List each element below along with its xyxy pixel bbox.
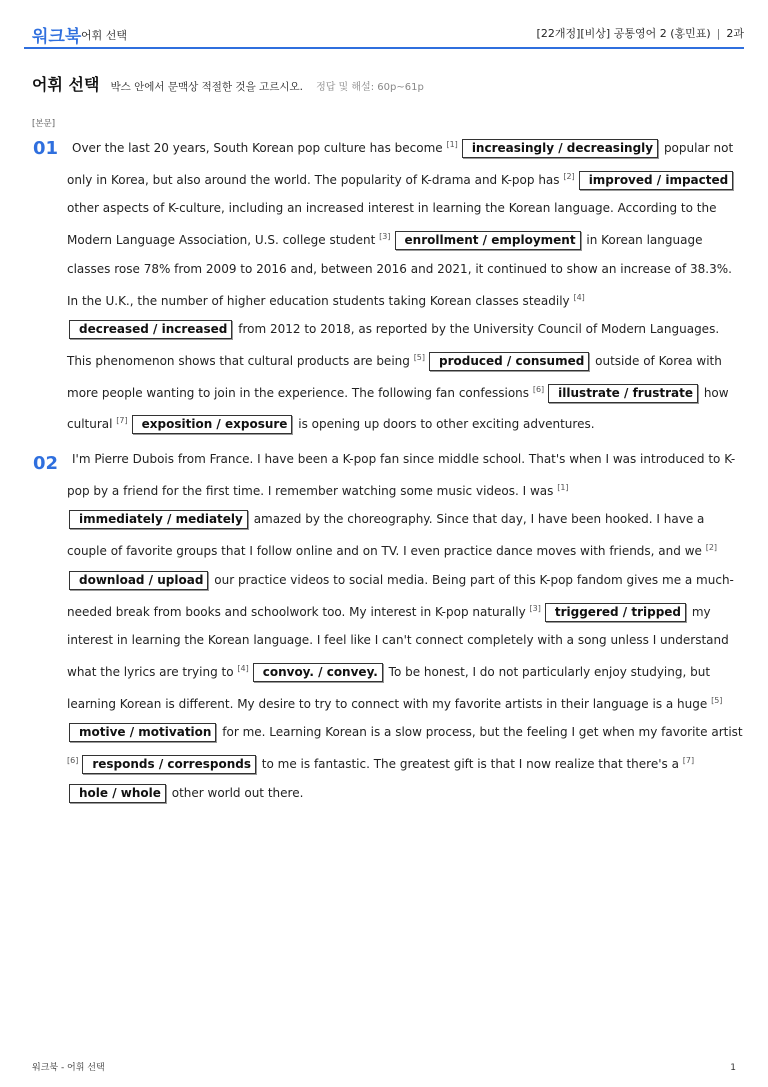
blank-number: [2] — [563, 171, 575, 181]
passage-text: To be honest, I do not particularly enjoy studying, but learning Korean is different. My desire to try to connect with my favorite artists in their language is a huge — [67, 664, 712, 711]
choice-box-1[interactable]: immediately / mediately — [69, 510, 248, 529]
choice-box-4[interactable]: decreased / increased — [69, 320, 232, 339]
choice-box-7[interactable]: hole / whole — [69, 784, 166, 803]
choice-box-2[interactable]: improved / impacted — [579, 171, 734, 190]
course-title: [22개정][비상] 공통영어 2 (홍민표) — [536, 27, 711, 40]
exercise-title: 어휘 선택 — [32, 75, 100, 94]
page-header — [0, 0, 768, 50]
blank-number: [3] — [379, 232, 391, 242]
exercise-title-row — [32, 72, 424, 95]
passage-text: other aspects of K-culture, including an increased interest in learning the Korean language. According to the Modern Language Association, U.S. college student — [67, 201, 717, 248]
passage-text: in Korean language classes rose 78% from 2009 to 2016 and, between 2016 and 2021, it continued to show an increase of 38.3%. In the U.K., the number of higher education students taking Korean classes steadily — [67, 233, 732, 308]
blank-number: [2] — [705, 543, 718, 553]
exercise-instruction: 박스 안에서 문맥상 적절한 것을 고르시오. — [110, 81, 303, 93]
answer-reference: 정답 및 해설: 60p~61p — [316, 82, 424, 93]
blank-number: [7] — [682, 756, 695, 766]
choice-box-2[interactable]: download / upload — [69, 571, 208, 590]
header-separator: | — [716, 27, 721, 40]
choice-box-5[interactable]: produced / consumed — [429, 352, 589, 371]
blank-number: [1] — [446, 140, 458, 149]
choice-box-5[interactable]: motive / motivation — [69, 723, 216, 742]
passage-text: I'm Pierre Dubois from France. I have been a K-pop fan since middle school. That's when I was introduced to K-pop by a friend for the first time. I remember watching some music videos. I was — [67, 452, 736, 498]
passage-01 — [67, 131, 743, 439]
header-divider — [24, 47, 744, 49]
footer-label: 워크북 - 어휘 선택 — [32, 1063, 105, 1073]
section-tag: [본문] — [32, 119, 56, 129]
passage-text: popular not only in Korea, but also around the world. The popularity of K-drama and K-pop has — [67, 141, 734, 187]
passage-02 — [67, 445, 743, 807]
blank-number: [4] — [237, 663, 249, 673]
choice-box-1[interactable]: increasingly / decreasingly — [462, 139, 658, 158]
choice-box-7[interactable]: exposition / exposure — [132, 415, 293, 434]
blank-number: [5] — [413, 352, 426, 362]
choice-box-3[interactable]: triggered / tripped — [545, 603, 686, 622]
blank-number: [4] — [573, 292, 585, 302]
passage-text: how cultural — [67, 385, 729, 432]
blank-number: [6] — [67, 756, 79, 766]
blank-number: [7] — [116, 416, 128, 426]
passage-text: amazed by the choreography. Since that day, I have been hooked. I have a couple of favorite groups that I follow online and on TV. I even practice dance moves with friends, and we — [67, 512, 706, 559]
brand-subtitle: 어휘 선택 — [81, 29, 128, 42]
passage-text: my interest in learning the Korean language. I feel like I can't connect completely with a song unless I understand what the lyrics are trying to — [67, 604, 729, 679]
blank-number: [6] — [532, 384, 545, 394]
brand-logo-text: 워크북 — [32, 27, 82, 47]
choice-box-3[interactable]: enrollment / employment — [395, 231, 581, 250]
passage-text: our practice videos to social media. Being part of this K-pop fandom gives me a much-needed break from books and schoolwork too. My interest in K-pop naturally — [67, 572, 734, 619]
question-number-01: 01 — [33, 138, 59, 159]
passage-text: Over the last 20 years, South Korean pop culture has become — [72, 141, 447, 155]
passage-text: to me is fantastic. The greatest gift is that I now realize that there's a — [257, 757, 683, 772]
page-number: 1 — [730, 1063, 736, 1073]
lesson-label: 2과 — [726, 27, 744, 40]
blank-number: [1] — [557, 482, 569, 492]
passage-text: other world out there. — [167, 785, 304, 800]
question-number-02: 02 — [33, 453, 59, 474]
passage-text: from 2012 to 2018, as reported by the University Council of Modern Languages. This phenomenon shows that cultural products are being — [67, 322, 720, 368]
course-info — [537, 25, 744, 41]
choice-box-4[interactable]: convoy. / convey. — [253, 663, 383, 682]
blank-number: [3] — [529, 603, 541, 613]
choice-box-6[interactable]: responds / corresponds — [82, 755, 256, 774]
passage-text: is opening up doors to other exciting adventures. — [294, 417, 595, 432]
passage-text: outside of Korea with more people wanting to join in the experience. The following fan confessions — [67, 353, 722, 400]
choice-box-6[interactable]: illustrate / frustrate — [548, 384, 698, 403]
passage-text: for me. Learning Korean is a slow process, but the feeling I get when my favorite artist — [218, 725, 743, 740]
blank-number: [5] — [711, 695, 723, 705]
